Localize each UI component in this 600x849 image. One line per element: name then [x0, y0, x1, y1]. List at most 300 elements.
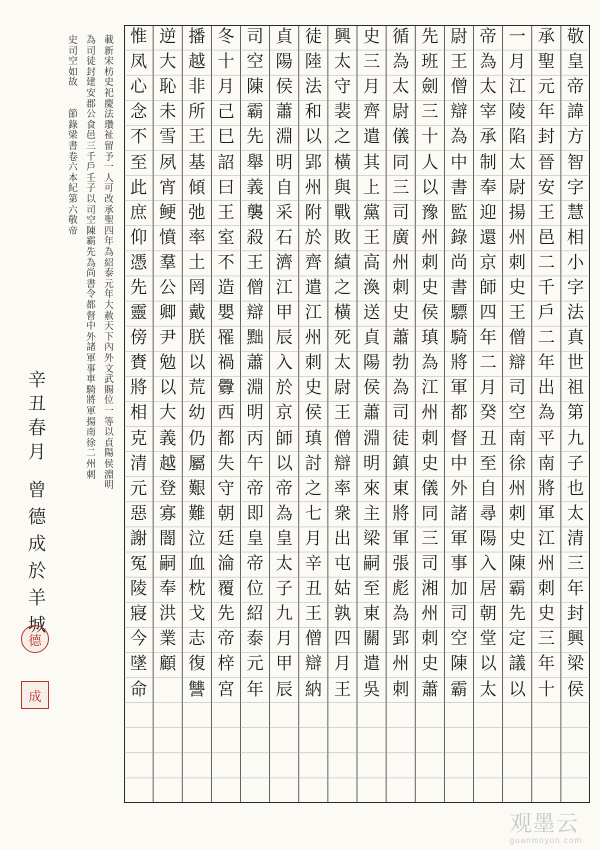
character-cell: 彪: [392, 579, 410, 600]
character-cell: 錄: [450, 227, 468, 248]
character-cell: 出: [537, 378, 555, 399]
character-cell: 造: [217, 278, 235, 298]
colophon-char: 霸: [86, 236, 96, 248]
colophon-char: 元: [104, 278, 114, 290]
character-cell: 濟: [275, 252, 293, 273]
character-cell: 淵: [246, 378, 264, 399]
character-cell: 義: [246, 177, 264, 198]
character-cell: 王: [450, 52, 468, 73]
character-cell: 渙: [363, 278, 381, 298]
character-cell: 陵: [130, 579, 148, 600]
character-cell: 丙: [246, 428, 264, 449]
character-cell: 南: [508, 428, 526, 449]
character-cell: 橫: [333, 303, 351, 324]
character-cell: 堂: [479, 629, 497, 650]
colophon-char: 紹: [104, 257, 114, 269]
character-cell: 子: [566, 453, 584, 474]
colophon-char: 帝: [68, 225, 78, 237]
character-cell: 入: [479, 554, 497, 575]
character-cell: 司: [392, 403, 410, 424]
character-cell: 霸: [450, 679, 468, 700]
character-cell: 江: [421, 378, 439, 399]
character-cell: 淵: [275, 127, 293, 148]
colophon-char: 都: [86, 300, 96, 311]
character-cell: 徐: [508, 453, 526, 474]
character-cell: 橫: [333, 152, 351, 173]
character-cell: 泰: [246, 629, 264, 650]
character-cell: 尉: [508, 177, 526, 198]
character-cell: 守: [217, 478, 235, 499]
character-cell: 傍: [130, 328, 148, 349]
main-text-grid: [124, 25, 590, 803]
character-cell: 辛: [304, 554, 322, 575]
colophon-char: 督: [86, 310, 96, 322]
colophon-char: 司: [86, 204, 96, 216]
character-cell: 辰: [275, 328, 293, 349]
character-cell: 十: [217, 52, 235, 73]
character-cell: 為: [537, 403, 555, 424]
text-column: [153, 25, 182, 803]
colophon-char: 軍: [86, 406, 96, 417]
character-cell: 慧: [566, 202, 584, 223]
character-cell: 徒: [304, 27, 322, 48]
character-cell: 字: [566, 278, 584, 298]
character-cell: 方: [566, 127, 584, 148]
character-cell: 瑱: [421, 328, 439, 349]
character-cell: 守: [333, 77, 351, 98]
character-cell: 志: [188, 629, 206, 650]
character-cell: 將: [130, 378, 148, 399]
character-cell: 來: [363, 478, 381, 499]
character-cell: 洪: [159, 604, 177, 625]
character-cell: 登: [159, 478, 177, 499]
character-cell: 之: [304, 478, 322, 499]
colophon-char: 人: [104, 172, 114, 184]
character-cell: 為: [392, 378, 410, 399]
character-cell: 紹: [246, 604, 264, 625]
character-cell: 戴: [188, 303, 206, 324]
text-column: [532, 25, 561, 803]
character-cell: 小: [566, 252, 584, 273]
character-cell: 明: [275, 152, 293, 173]
character-cell: 舉: [246, 152, 264, 173]
character-cell: 制: [479, 152, 497, 173]
character-cell: 泣: [188, 528, 206, 549]
character-cell: 巳: [217, 127, 235, 148]
character-cell: 弛: [188, 202, 206, 223]
character-cell: 朕: [188, 328, 206, 349]
character-cell: 先: [130, 278, 148, 298]
colophon-char: 徐: [86, 437, 96, 449]
character-cell: 軍: [392, 528, 410, 549]
character-cell: 三: [392, 177, 410, 198]
signature: [26, 372, 48, 652]
colophon-char: 泰: [104, 268, 114, 280]
character-cell: 命: [130, 679, 148, 700]
character-cell: 年: [246, 679, 264, 700]
character-cell: 衆: [333, 503, 351, 524]
character-cell: 即: [246, 503, 264, 524]
character-cell: 羣: [159, 252, 177, 273]
character-cell: 興: [566, 629, 584, 650]
character-cell: 陸: [304, 52, 322, 73]
character-cell: 納: [304, 679, 322, 700]
character-cell: 帝: [275, 478, 293, 499]
colophon-char: 可: [104, 183, 114, 195]
character-cell: 辯: [304, 654, 322, 675]
character-cell: 不: [217, 252, 235, 273]
colophon-char: 予: [104, 151, 114, 163]
character-cell: 屬: [188, 453, 206, 474]
colophon-char: 為: [104, 247, 114, 258]
character-cell: 空: [450, 629, 468, 650]
character-cell: 將: [537, 478, 555, 499]
character-cell: 軍: [537, 503, 555, 524]
colophon-char: 千: [86, 151, 96, 163]
colophon-char: 新: [104, 45, 114, 57]
character-cell: 郢: [392, 629, 410, 650]
watermark-text: 观墨云: [509, 811, 579, 836]
character-cell: 晉: [537, 152, 555, 173]
colophon-char: 瓚: [104, 119, 114, 131]
colophon-char: 南: [86, 427, 96, 439]
character-cell: 加: [450, 579, 468, 600]
character-cell: 事: [450, 554, 468, 575]
colophon-char: 封: [86, 66, 96, 78]
character-cell: 外: [450, 478, 468, 499]
character-cell: 艱: [188, 478, 206, 499]
signature-char: 丑: [28, 394, 46, 415]
character-cell: 年: [537, 654, 555, 675]
colophon-char: 徒: [86, 56, 96, 68]
character-cell: 讐: [188, 679, 206, 700]
character-cell: 中: [450, 152, 468, 173]
character-cell: 辰: [275, 679, 293, 700]
character-cell: 失: [217, 453, 235, 474]
colophon-char: 三: [86, 141, 96, 152]
colophon-char: 法: [104, 109, 114, 121]
character-cell: 元: [130, 478, 148, 499]
character-cell: 敗: [333, 227, 351, 248]
character-cell: 復: [188, 654, 206, 675]
character-cell: 王: [333, 403, 351, 424]
character-cell: 陷: [508, 127, 526, 148]
character-cell: 法: [304, 77, 322, 98]
character-cell: 附: [304, 202, 322, 223]
character-cell: 梁: [566, 654, 584, 675]
character-cell: 裴: [333, 102, 351, 123]
character-cell: 殺: [246, 227, 264, 248]
character-cell: 朝: [217, 503, 235, 524]
character-cell: 恥: [159, 77, 177, 98]
character-cell: 太: [479, 77, 497, 98]
character-cell: 年: [479, 328, 497, 349]
character-cell: 血: [188, 554, 206, 575]
character-cell: 十: [537, 679, 555, 700]
character-cell: 冬: [217, 27, 235, 48]
signature-char: 於: [28, 561, 46, 582]
character-cell: 太: [566, 503, 584, 524]
character-cell: 廣: [392, 227, 410, 248]
character-cell: 安: [537, 177, 555, 198]
character-cell: 逆: [159, 27, 177, 48]
character-cell: 太: [479, 679, 497, 700]
colophon-char: 等: [104, 416, 114, 428]
character-cell: 京: [479, 252, 497, 273]
colophon-char: 司: [68, 45, 78, 57]
character-cell: 自: [275, 177, 293, 198]
character-cell: 承: [537, 27, 555, 48]
character-cell: 三: [421, 528, 439, 549]
character-cell: 之: [333, 127, 351, 148]
character-cell: 以: [159, 378, 177, 399]
character-cell: 元: [246, 654, 264, 675]
colophon-char: 四: [104, 225, 114, 237]
character-cell: 勃: [392, 353, 410, 374]
colophon-char: 卷: [68, 151, 78, 163]
character-cell: 業: [159, 629, 177, 650]
character-cell: 史: [421, 278, 439, 298]
character-cell: 第: [566, 403, 584, 424]
character-cell: 督: [450, 428, 468, 449]
character-cell: 帝: [246, 478, 264, 499]
character-cell: 土: [188, 252, 206, 273]
character-cell: 帝: [246, 554, 264, 575]
character-cell: 宵: [159, 177, 177, 198]
character-cell: 書: [450, 278, 468, 298]
character-cell: 惡: [130, 503, 148, 524]
character-cell: 二: [537, 252, 555, 273]
signature-char: 春: [28, 418, 46, 439]
character-cell: 孰: [333, 604, 351, 625]
character-cell: 月: [363, 77, 381, 98]
character-cell: 於: [304, 227, 322, 248]
character-cell: 幼: [188, 403, 206, 424]
character-cell: 都: [217, 428, 235, 449]
character-cell: 都: [450, 403, 468, 424]
character-cell: 以: [421, 177, 439, 198]
character-cell: 午: [246, 453, 264, 474]
character-cell: 循: [392, 27, 410, 48]
character-cell: 以: [275, 453, 293, 474]
text-column: [561, 25, 590, 803]
character-cell: 以: [508, 679, 526, 700]
character-cell: 司: [450, 604, 468, 625]
character-cell: 定: [508, 629, 526, 650]
character-cell: 宰: [479, 102, 497, 123]
colophon-char: 史: [104, 77, 114, 89]
character-cell: 黜: [246, 328, 264, 349]
character-cell: 刺: [392, 278, 410, 298]
character-cell: 墜: [130, 654, 148, 675]
character-cell: 江: [275, 278, 293, 298]
colophon-char: 位: [104, 395, 114, 407]
character-cell: 年: [537, 102, 555, 123]
text-column: [474, 25, 503, 803]
character-cell: 封: [537, 127, 555, 148]
character-cell: 克: [130, 428, 148, 449]
character-cell: 同: [421, 503, 439, 524]
character-cell: 迎: [479, 202, 497, 223]
character-cell: 主: [363, 503, 381, 524]
character-cell: 奉: [159, 579, 177, 600]
character-cell: 黨: [363, 202, 381, 223]
character-cell: 以: [304, 127, 322, 148]
colophon-char: 六: [68, 204, 78, 216]
character-cell: 齊: [304, 252, 322, 273]
character-cell: 太: [333, 353, 351, 374]
character-cell: 十: [421, 127, 439, 148]
character-cell: 張: [392, 554, 410, 575]
colophon-char: 外: [86, 331, 96, 343]
colophon-char: 內: [104, 342, 114, 354]
character-cell: 大: [159, 403, 177, 424]
character-cell: 覆: [217, 579, 235, 600]
colophon-char: 下: [104, 331, 114, 343]
character-cell: 史: [508, 528, 526, 549]
character-cell: 陳: [246, 77, 264, 98]
character-cell: 庶: [130, 202, 148, 223]
colophon-char: 天: [104, 321, 114, 333]
character-cell: 遣: [363, 654, 381, 675]
text-column: [386, 25, 415, 803]
colophon-char: 先: [86, 247, 96, 258]
signature-char: 辛: [28, 370, 46, 391]
character-cell: 今: [130, 629, 148, 650]
character-cell: 罔: [188, 278, 206, 298]
colophon-char: 書: [68, 141, 78, 152]
character-cell: 非: [188, 77, 206, 98]
character-cell: 辯: [450, 102, 468, 123]
character-cell: 太: [275, 554, 293, 575]
character-cell: 廷: [217, 528, 235, 549]
character-cell: 王: [246, 252, 264, 273]
character-cell: 尉: [392, 102, 410, 123]
character-cell: 二: [479, 353, 497, 374]
character-cell: 世: [566, 353, 584, 374]
colophon-char: 明: [104, 480, 114, 492]
character-cell: 州: [304, 328, 322, 349]
character-cell: 釁: [217, 378, 235, 399]
character-cell: 三: [537, 629, 555, 650]
character-cell: 南: [537, 453, 555, 474]
character-cell: 冤: [130, 554, 148, 575]
character-cell: 霸: [246, 102, 264, 123]
colophon-char: 中: [86, 321, 96, 333]
character-cell: 先: [246, 127, 264, 148]
colophon-char: 年: [104, 236, 114, 248]
character-cell: 平: [537, 428, 555, 449]
colophon-char: 刺: [86, 469, 96, 481]
character-cell: 智: [566, 152, 584, 173]
text-column: [211, 25, 240, 803]
character-cell: 蕭: [246, 353, 264, 374]
character-cell: 法: [566, 303, 584, 324]
text-column: [124, 25, 153, 803]
text-column: [270, 25, 299, 803]
watermark-url: guanmoyun.com: [509, 836, 582, 845]
character-cell: 江: [304, 303, 322, 324]
character-cell: 居: [479, 579, 497, 600]
character-cell: 江: [537, 528, 555, 549]
character-cell: 史: [421, 654, 439, 675]
colophon-char: 一: [104, 406, 114, 417]
character-cell: 司: [421, 554, 439, 575]
colophon-char: 騎: [86, 384, 96, 396]
character-cell: 先: [508, 604, 526, 625]
character-cell: 揚: [508, 202, 526, 223]
character-cell: 淵: [363, 428, 381, 449]
character-cell: 霸: [508, 579, 526, 600]
character-cell: 人: [421, 152, 439, 173]
character-cell: 率: [333, 478, 351, 499]
colophon-char: 載: [104, 35, 114, 46]
character-cell: 之: [333, 278, 351, 298]
character-cell: 至: [479, 453, 497, 474]
character-cell: 未: [159, 102, 177, 123]
character-cell: 陳: [450, 654, 468, 675]
colophon-char: 為: [86, 35, 96, 46]
colophon-char: 宋: [104, 56, 114, 68]
colophon-char: [66, 89, 80, 100]
character-cell: 與: [333, 177, 351, 198]
character-cell: 播: [188, 27, 206, 48]
text-column: [503, 25, 532, 803]
character-cell: 其: [363, 152, 381, 173]
character-cell: 尚: [450, 252, 468, 273]
character-cell: 州: [421, 604, 439, 625]
text-column: [415, 25, 444, 803]
character-cell: 史: [508, 278, 526, 298]
colophon-char: 二: [86, 448, 96, 460]
colophon-char: 安: [86, 88, 96, 99]
character-cell: 封: [566, 604, 584, 625]
character-cell: 史: [421, 453, 439, 474]
character-cell: 先: [217, 604, 235, 625]
signature-char: 曾: [28, 480, 46, 501]
character-cell: 軍: [450, 378, 468, 399]
character-cell: 雪: [159, 127, 177, 148]
character-cell: 侯: [304, 403, 322, 424]
character-cell: 顧: [159, 654, 177, 675]
character-cell: 出: [333, 528, 351, 549]
character-cell: 大: [159, 52, 177, 73]
character-cell: 史: [304, 378, 322, 399]
character-cell: 尹: [159, 328, 177, 349]
character-cell: 郢: [304, 152, 322, 173]
character-cell: 皇: [566, 52, 584, 73]
character-cell: 九: [566, 428, 584, 449]
character-cell: 史: [363, 27, 381, 48]
character-cell: 承: [479, 127, 497, 148]
character-cell: 越: [188, 52, 206, 73]
character-cell: 興: [333, 27, 351, 48]
character-cell: 公: [159, 278, 177, 298]
character-cell: 禍: [217, 353, 235, 374]
character-cell: 議: [508, 654, 526, 675]
colophon-char: 將: [86, 395, 96, 407]
character-cell: 陽: [363, 353, 381, 374]
character-cell: 七: [304, 503, 322, 524]
character-cell: 州: [508, 478, 526, 499]
character-cell: 齊: [363, 102, 381, 123]
colophon-char: 祉: [104, 130, 114, 142]
character-cell: 帝: [217, 629, 235, 650]
character-cell: 師: [275, 428, 293, 449]
colophon-char: 枋: [104, 66, 114, 78]
character-cell: 高: [363, 252, 381, 273]
character-cell: 西: [217, 403, 235, 424]
